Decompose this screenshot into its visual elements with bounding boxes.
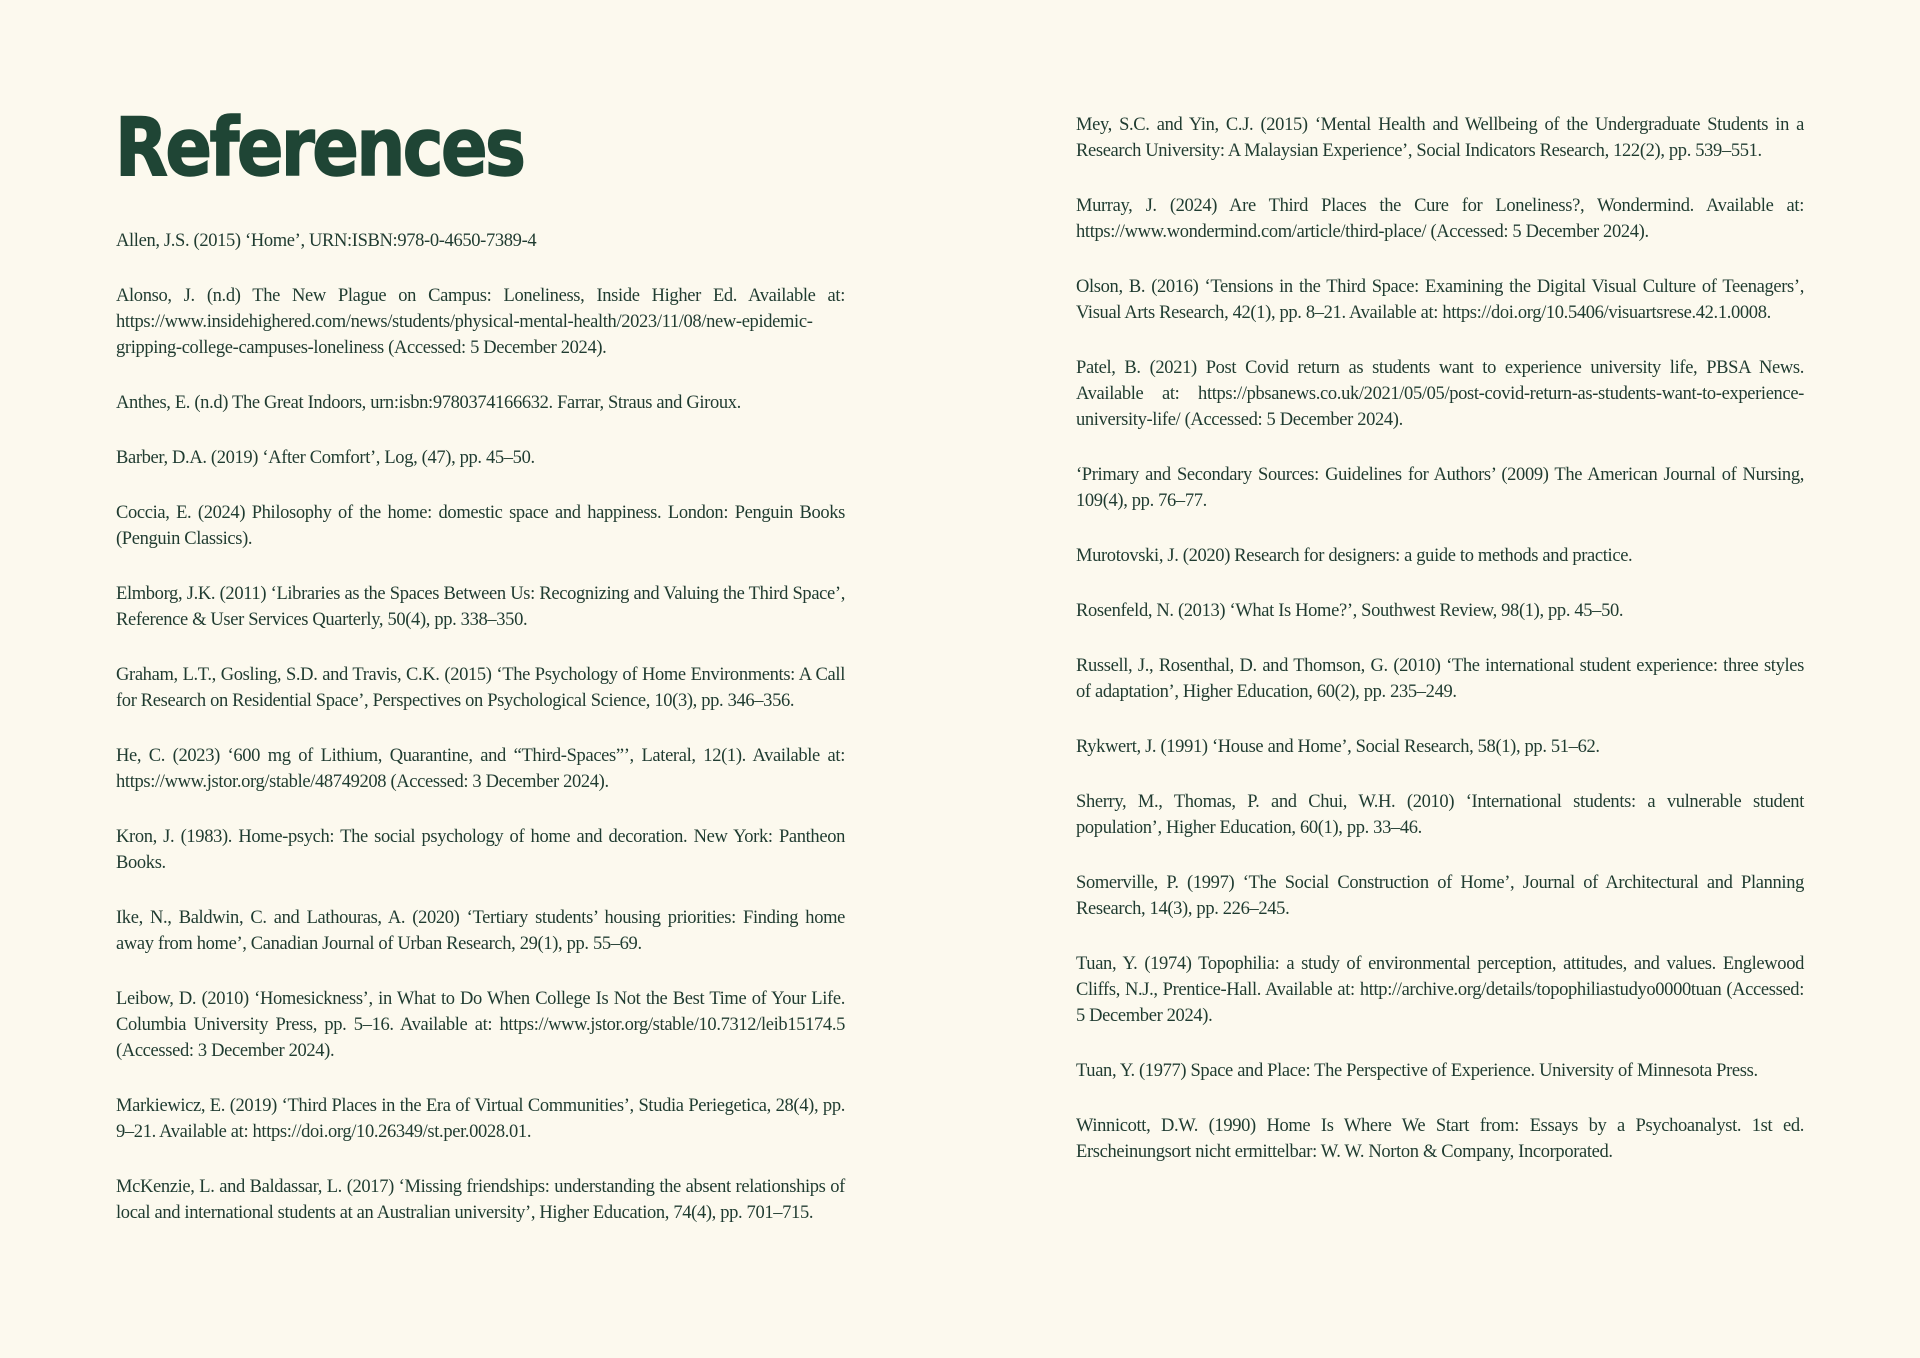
reference-entry: Sherry, M., Thomas, P. and Chui, W.H. (2010) ‘International students: a vulnerable student population’, Higher Education, 60(1), pp. 33–46.: [1076, 792, 1804, 838]
reference-entry: Rykwert, J. (1991) ‘House and Home’, Social Research, 58(1), pp. 51–62.: [1076, 737, 1600, 757]
reference-entry: Mey, S.C. and Yin, C.J. (2015) ‘Mental Health and Wellbeing of the Undergraduate Students in a Research University: A Malaysian Experience’, Social Indicators Research, 122(2), pp. 539–551.: [1076, 115, 1804, 161]
references-column-left: [116, 228, 845, 1255]
reference-entry: ‘Primary and Secondary Sources: Guidelines for Authors’ (2009) The American Journal of Nursing, 109(4), pp. 76–77.: [1076, 465, 1804, 511]
reference-entry: Graham, L.T., Gosling, S.D. and Travis, C.K. (2015) ‘The Psychology of Home Environments: A Call for Research on Residential Space’, Perspectives on Psychological Science, 10(3), pp. 346–356.: [116, 665, 845, 711]
reference-entry: Murray, J. (2024) Are Third Places the Cure for Loneliness?, Wondermind. Available at: https://www.wondermind.com/article/third-place/ (Accessed: 5 December 2024).: [1076, 196, 1804, 242]
reference-entry: Tuan, Y. (1977) Space and Place: The Perspective of Experience. University of Minnesota Press.: [1076, 1061, 1758, 1081]
reference-entry: Olson, B. (2016) ‘Tensions in the Third Space: Examining the Digital Visual Culture of Teenagers’, Visual Arts Research, 42(1), pp. 8–21. Available at: https://doi.org/10.5406/visuartsrese.42.1.0008.: [1076, 277, 1804, 323]
reference-entry: Elmborg, J.K. (2011) ‘Libraries as the Spaces Between Us: Recognizing and Valuing the Third Space’, Reference & User Services Quarterly, 50(4), pp. 338–350.: [116, 584, 845, 630]
reference-entry: Leibow, D. (2010) ‘Homesickness’, in What to Do When College Is Not the Best Time of Your Life. Columbia University Press, pp. 5–16. Available at: https://www.jstor.org/stable/10.7312/leib15174.5 (Accessed: 3 December 2024).: [116, 989, 845, 1061]
reference-entry: Ike, N., Baldwin, C. and Lathouras, A. (2020) ‘Tertiary students’ housing priorities: Finding home away from home’, Canadian Journal of Urban Research, 29(1), pp. 55–69.: [116, 908, 845, 954]
reference-entry: Somerville, P. (1997) ‘The Social Construction of Home’, Journal of Architectural and Planning Research, 14(3), pp. 226–245.: [1076, 873, 1804, 919]
reference-entry: Murotovski, J. (2020) Research for designers: a guide to methods and practice.: [1076, 546, 1633, 566]
reference-entry: Patel, B. (2021) Post Covid return as students want to experience university life, PBSA News. Available at: https://pbsanews.co.uk/2021/05/05/post-covid-return-as-students-want-to-experience-university-life/ (Accessed: 5 December 2024).: [1076, 358, 1804, 430]
page-title: References: [115, 101, 524, 194]
reference-entry: Allen, J.S. (2015) ‘Home’, URN:ISBN:978-0-4650-7389-4: [116, 231, 537, 251]
reference-entry: Winnicott, D.W. (1990) Home Is Where We Start from: Essays by a Psychoanalyst. 1st ed. Erscheinungsort nicht ermittelbar: W. W. Norton & Company, Incorporated.: [1076, 1116, 1804, 1162]
reference-entry: Russell, J., Rosenthal, D. and Thomson, G. (2010) ‘The international student experience: three styles of adaptation’, Higher Education, 60(2), pp. 235–249.: [1076, 656, 1804, 702]
reference-entry: Alonso, J. (n.d) The New Plague on Campus: Loneliness, Inside Higher Ed. Available at: https://www.insidehighered.com/news/students/physical-mental-health/2023/11/08/new-epidemic-gripping-college-campuses-loneliness (Accessed: 5 December 2024).: [116, 286, 845, 358]
references-column-right: [1076, 112, 1804, 1194]
reference-entry: Tuan, Y. (1974) Topophilia: a study of environmental perception, attitudes, and values. Englewood Cliffs, N.J., Prentice-Hall. Available at: http://archive.org/details/topophiliastudyo0000tuan (Accessed: 5 December 2024).: [1076, 954, 1804, 1026]
reference-entry: Rosenfeld, N. (2013) ‘What Is Home?’, Southwest Review, 98(1), pp. 45–50.: [1076, 601, 1624, 621]
reference-entry: Kron, J. (1983). Home-psych: The social psychology of home and decoration. New York: Pantheon Books.: [116, 827, 845, 873]
reference-entry: Barber, D.A. (2019) ‘After Comfort’, Log, (47), pp. 45–50.: [116, 448, 535, 468]
reference-entry: Coccia, E. (2024) Philosophy of the home: domestic space and happiness. London: Penguin Books (Penguin Classics).: [116, 503, 845, 549]
reference-entry: Markiewicz, E. (2019) ‘Third Places in the Era of Virtual Communities’, Studia Periegetica, 28(4), pp. 9–21. Available at: https://doi.org/10.26349/st.per.0028.01.: [116, 1096, 845, 1142]
reference-entry: Anthes, E. (n.d) The Great Indoors, urn:isbn:9780374166632. Farrar, Straus and Giroux.: [116, 393, 741, 413]
reference-entry: McKenzie, L. and Baldassar, L. (2017) ‘Missing friendships: understanding the absent relationships of local and international students at an Australian university’, Higher Education, 74(4), pp. 701–715.: [116, 1177, 845, 1223]
reference-entry: He, C. (2023) ‘600 mg of Lithium, Quarantine, and “Third-Spaces”’, Lateral, 12(1). Available at: https://www.jstor.org/stable/48749208 (Accessed: 3 December 2024).: [116, 746, 845, 792]
